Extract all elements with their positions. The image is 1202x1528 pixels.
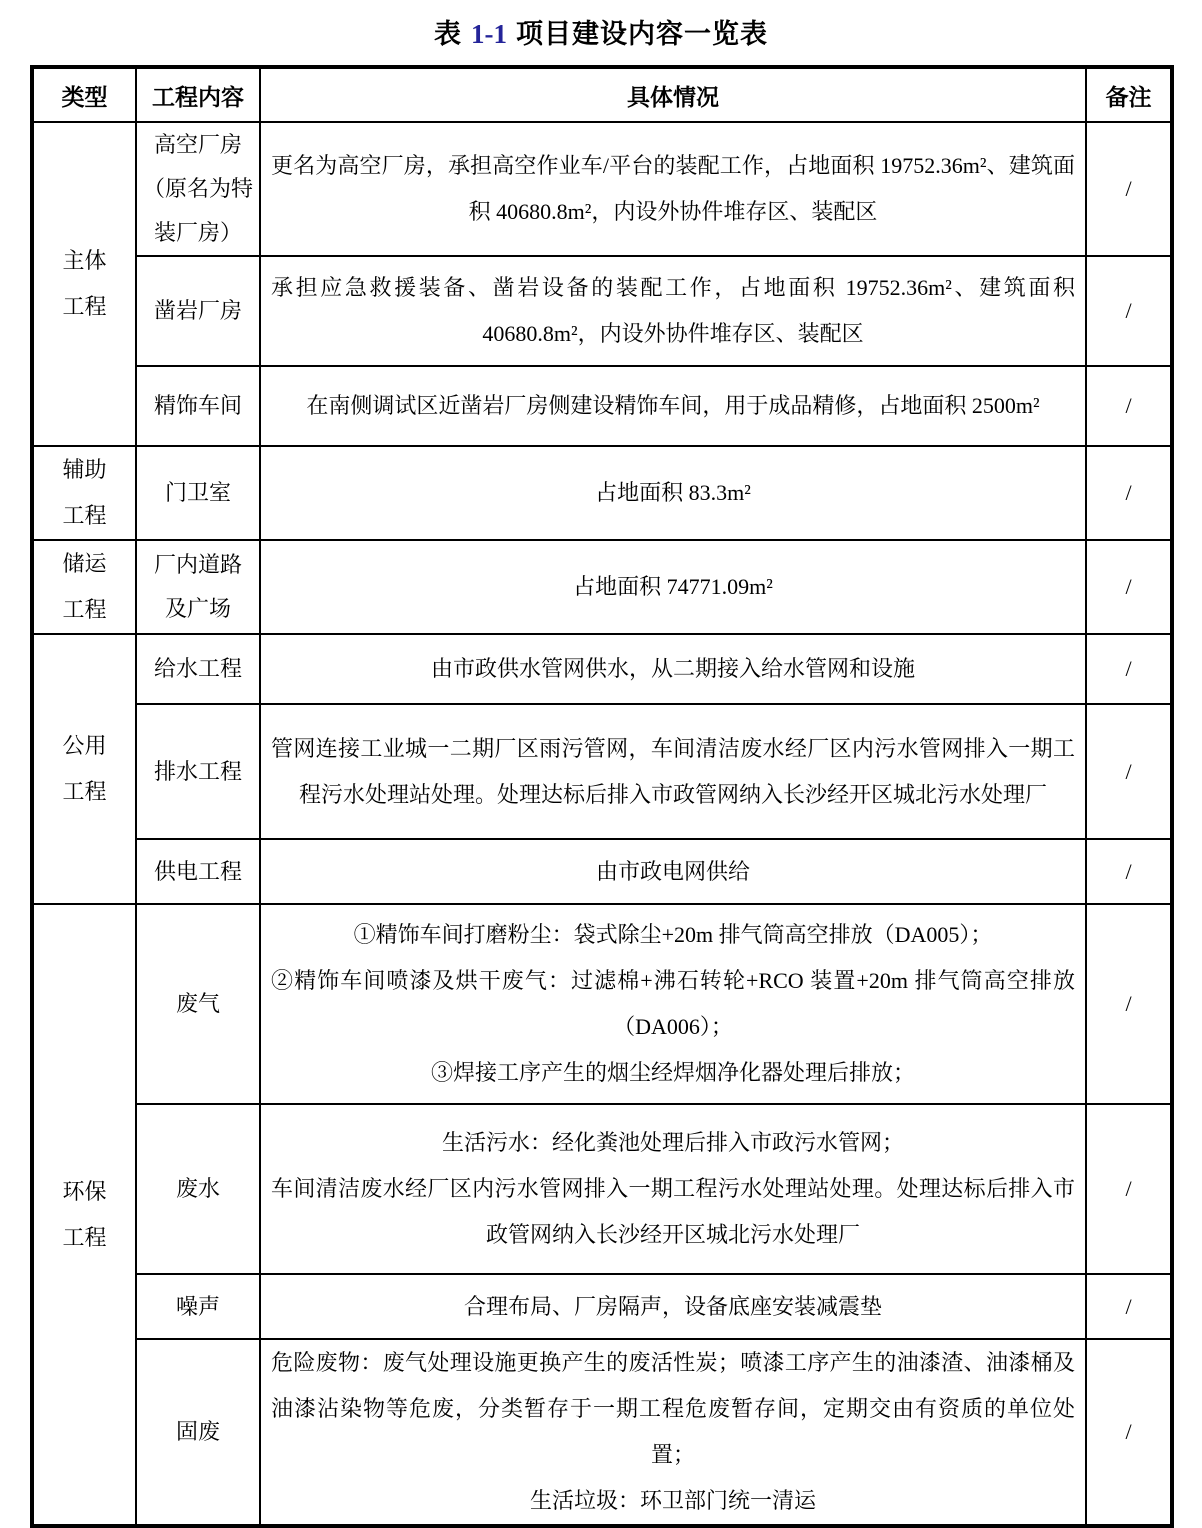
detail-paragraph: 在南侧调试区近凿岩厂房侧建设精饰车间，用于成品精修，占地面积 2500m² <box>306 393 1040 418</box>
remark-cell: / <box>1086 1339 1172 1526</box>
project-construction-table <box>30 65 1174 1528</box>
content-cell-noise: 噪声 <box>136 1274 260 1339</box>
type-cell-environmental-works <box>32 904 136 1526</box>
content-cell-finishing-workshop: 精饰车间 <box>136 366 260 446</box>
table-header-row <box>32 67 1172 122</box>
type-label-utility-works: 公用工程 <box>62 733 107 804</box>
remark-cell: / <box>1086 366 1172 446</box>
detail-paragraph: 管网连接工业城一二期厂区雨污管网，车间清洁废水经厂区内污水管网排入一期工程污水处理站处理。处理达标后排入市政管网纳入长沙经开区城北污水处理厂 <box>271 735 1075 807</box>
table-row <box>32 256 1172 366</box>
detail-paragraph: 占地面积 83.3m² <box>595 480 751 505</box>
content-cell-guard-room: 门卫室 <box>136 446 260 540</box>
remark-cell: / <box>1086 122 1172 256</box>
content-cell-water-supply: 给水工程 <box>136 634 260 704</box>
detail-paragraph: 危险废物：废气处理设施更换产生的废活性炭；喷漆工序产生的油漆渣、油漆桶及油漆沾染物等危废，分类暂存于一期工程危废暂存间，定期交由有资质的单位处置； <box>271 1350 1075 1467</box>
detail-paragraph: 占地面积 74771.09m² <box>573 574 773 599</box>
remark-cell: / <box>1086 704 1172 839</box>
table-caption <box>30 12 1172 51</box>
content-cell-aerial-workshop: 高空厂房（原名为特装厂房） <box>136 122 260 256</box>
detail-cell-rock-drilling-workshop <box>260 256 1086 366</box>
detail-cell-aerial-workshop <box>260 122 1086 256</box>
table-row <box>32 904 1172 1104</box>
detail-cell-finishing-workshop <box>260 366 1086 446</box>
content-cell-power-supply: 供电工程 <box>136 839 260 904</box>
remark-cell: / <box>1086 256 1172 366</box>
type-cell-utility-works <box>32 634 136 904</box>
table-row <box>32 540 1172 634</box>
detail-paragraph: 车间清洁废水经厂区内污水管网排入一期工程污水处理站处理。处理达标后排入市政管网纳入长沙经开区城北污水处理厂 <box>271 1176 1075 1247</box>
content-cell-rock-drilling-workshop: 凿岩厂房 <box>136 256 260 366</box>
detail-paragraph: ②精饰车间喷漆及烘干废气：过滤棉+沸石转轮+RCO 装置+20m 排气筒高空排放（DA006）； <box>271 968 1075 1039</box>
remark-cell: / <box>1086 446 1172 540</box>
detail-cell-power-supply <box>260 839 1086 904</box>
header-type: 类型 <box>32 67 136 122</box>
detail-cell-roads-square <box>260 540 1086 634</box>
detail-paragraph: 由市政电网供给 <box>595 858 750 884</box>
type-label-storage-transport-works: 储运工程 <box>62 551 107 622</box>
caption-label: 表 <box>434 19 462 49</box>
detail-cell-guard-room <box>260 446 1086 540</box>
detail-paragraph: ③焊接工序产生的烟尘经焊烟净化器处理后排放； <box>430 1060 915 1085</box>
table-row <box>32 704 1172 839</box>
caption-number: 1-1 <box>471 19 507 49</box>
table-row <box>32 446 1172 540</box>
detail-paragraph: ①精饰车间打磨粉尘：袋式除尘+20m 排气筒高空排放（DA005）； <box>353 922 993 947</box>
type-cell-storage-transport-works <box>32 540 136 634</box>
remark-cell: / <box>1086 540 1172 634</box>
detail-paragraph: 合理布局、厂房隔声，设备底座安装减震垫 <box>463 1293 882 1319</box>
detail-paragraph: 更名为高空厂房，承担高空作业车/平台的装配工作，占地面积 19752.36m²、建筑面积 40680.8m²，内设外协件堆存区、装配区 <box>271 153 1075 224</box>
remark-cell: / <box>1086 839 1172 904</box>
detail-cell-water-supply <box>260 634 1086 704</box>
remark-cell: / <box>1086 904 1172 1104</box>
type-label-main-works: 主体工程 <box>62 248 107 319</box>
type-label-environmental-works: 环保工程 <box>62 1178 107 1250</box>
detail-cell-drainage <box>260 704 1086 839</box>
type-label-auxiliary-works: 辅助工程 <box>62 457 107 528</box>
table-row <box>32 634 1172 704</box>
table-row <box>32 1274 1172 1339</box>
header-detail: 具体情况 <box>260 67 1086 122</box>
table-row <box>32 1104 1172 1274</box>
content-cell-roads-square: 厂内道路及广场 <box>136 540 260 634</box>
detail-paragraph: 承担应急救援装备、凿岩设备的装配工作，占地面积 19752.36m²、建筑面积 40680.8m²，内设外协件堆存区、装配区 <box>271 275 1075 346</box>
caption-title-text: 项目建设内容一览表 <box>516 19 768 49</box>
detail-cell-wastewater <box>260 1104 1086 1274</box>
content-cell-drainage: 排水工程 <box>136 704 260 839</box>
remark-cell: / <box>1086 634 1172 704</box>
type-cell-auxiliary-works <box>32 446 136 540</box>
table-row <box>32 122 1172 256</box>
content-cell-wastewater: 废水 <box>136 1104 260 1274</box>
detail-cell-solid-waste <box>260 1339 1086 1526</box>
table-row <box>32 839 1172 904</box>
detail-cell-waste-gas <box>260 904 1086 1104</box>
table-row <box>32 366 1172 446</box>
detail-paragraph: 由市政供水管网供水，从二期接入给水管网和设施 <box>430 656 915 681</box>
type-cell-main-works <box>32 122 136 446</box>
remark-cell: / <box>1086 1104 1172 1274</box>
detail-cell-noise <box>260 1274 1086 1339</box>
header-content: 工程内容 <box>136 67 260 122</box>
detail-paragraph: 生活垃圾：环卫部门统一清运 <box>529 1488 816 1513</box>
content-cell-waste-gas: 废气 <box>136 904 260 1104</box>
detail-paragraph: 生活污水：经化粪池处理后排入市政污水管网； <box>441 1130 904 1155</box>
content-cell-solid-waste: 固废 <box>136 1339 260 1526</box>
remark-cell: / <box>1086 1274 1172 1339</box>
header-remark: 备注 <box>1086 67 1172 122</box>
table-row <box>32 1339 1172 1526</box>
